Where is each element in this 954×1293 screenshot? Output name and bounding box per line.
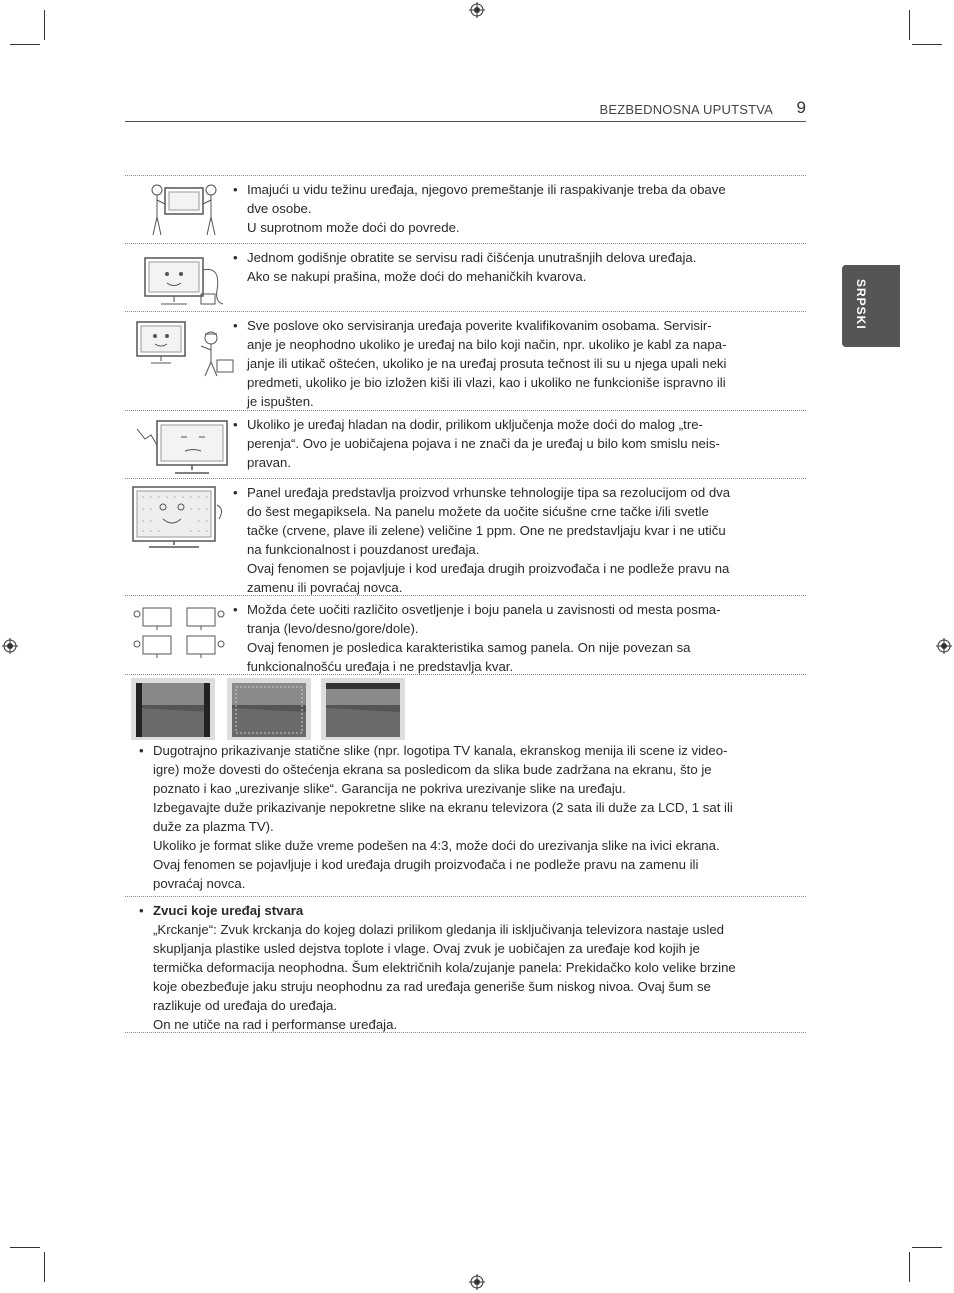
- image-retention-text: • Dugotrajno prikazivanje statične slike (npr. logotipa TV kanala, ekranskog menija ili scene iz video- igre) može dovesti do oštećenja ekrana sa posledicom da slika bude zadržana na ekranu, što je poznato i kao „urezivanje slike“. Garancija ne pokriva urezivanje slike na uređaju. Izbegavajte duže prikazivanje nepokretne slike na ekranu televizora (2 sata ili duže za LCD, 1 sat ili duže za plazma TV). Ukoliko je format slike duže vreme podešen na 4:3, može doći do urezivanja slike na ivici ekrana. Ovaj fenomen se pojavljuje i kod uređaja drugih proizvođača i ne podleže pravu na zamenu ili povraćaj novca.: [139, 743, 733, 891]
- crop-mark: [912, 44, 942, 45]
- image-retention-text-block: [125, 741, 806, 891]
- image-retention-thumbnail: [321, 678, 405, 740]
- tv-panel-pixels-illustration: [129, 483, 239, 558]
- sounds-heading: Zvuci koje uređaj stvara: [153, 903, 304, 918]
- safety-item: [125, 478, 806, 595]
- service-technician-illustration: [129, 316, 239, 387]
- registration-mark-icon: [469, 2, 485, 18]
- registration-mark-icon: [936, 638, 952, 654]
- safety-item-text: • Jednom godišnje obratite se servisu radi čišćenja unutrašnjih delova uređaja. Ako se nakupi prašina, može doći do mehaničkih kvarova.: [233, 250, 697, 284]
- safety-item-text: • Ukoliko je uređaj hladan na dodir, prilikom uključenja može doći do malog „tre- perenja“. Ovo je uobičajena pojava i ne znači da je uređaj u bilo kom smislu neis- pravan.: [233, 417, 720, 470]
- safety-item: [125, 175, 806, 243]
- crop-mark: [44, 10, 45, 40]
- safety-item-text: • Sve poslove oko servisiranja uređaja poverite kvalifikovanim osobama. Servisir- anje je neophodno ukoliko je uređaj na bilo koji način, npr. ukoliko je kabl za napa- janje ili utikač oštećen, ukoliko je na uređaj prosuta tečnost ili su u njega upali neki predmeti, ukoliko je bio izložen kiši ili vlazi, kao i ukoliko ne funkcioniše ispravno ili je ispušten.: [233, 318, 727, 409]
- sounds-text: • Zvuci koje uređaj stvara „Krckanje“: Zvuk krckanja do kojeg dolazi prilikom gledanja ili isključivanja televizora nastaje usled skupljanja plastike usled dejstva toplote i vlage. Ovaj zvuk je uobičajen za uređaje kod kojih je termička deformacija neophodna. Šum električnih kola/zujanje panela: Prekidačko kolo velike brzine koje obezbeđuje jaku struju neophodnu za rad uređaja generiše šum niskog nivoa. Ovaj šum se razlikuje od uređaja do uređaja. On ne utiče na rad i performanse uređaja.: [153, 901, 793, 1034]
- viewing-angle-illustration: [129, 600, 239, 669]
- section-title: BEZBEDNOSNA UPUTSTVA: [599, 102, 773, 117]
- safety-item-text: • Možda ćete uočiti različito osvetljenje i boju panela u zavisnosti od mesta posma- tranja (levo/desno/gore/dole). Ovaj fenomen je posledica karakteristika samog panela. On nije povezan sa funkcionalnošću uređaja i ne predstavlja kvar.: [233, 602, 721, 674]
- image-retention-illustrations: [125, 676, 425, 742]
- two-people-carrying-tv-illustration: [129, 180, 239, 247]
- page-number: 9: [796, 98, 806, 117]
- tv-shivering-illustration: [129, 415, 239, 482]
- language-tab: [842, 265, 900, 347]
- section-divider: [125, 1032, 806, 1033]
- language-tab-label: SRPSKI: [854, 279, 868, 330]
- crop-mark: [909, 1252, 910, 1282]
- crop-mark: [44, 1252, 45, 1282]
- safety-item: [125, 243, 806, 311]
- crop-mark: [10, 44, 40, 45]
- registration-mark-icon: [469, 1274, 485, 1290]
- registration-mark-icon: [2, 638, 18, 654]
- page-header: [125, 97, 806, 122]
- image-retention-thumbnail: [131, 678, 215, 740]
- safety-item: [125, 311, 806, 410]
- safety-item: [125, 410, 806, 478]
- crop-mark: [909, 10, 910, 40]
- safety-item-text: • Panel uređaja predstavlja proizvod vrhunske tehnologije tipa sa rezolucijom od dva do šest megapiksela. Na panelu možete da uočite sićušne crne tačke i/ili svetle tačke (crvene, plave ili zelene) veličine 1 ppm. One ne predstavljaju kvar i ne utiču na funkcionalnost i pouzdanost uređaja. Ovaj fenomen se pojavljuje i kod uređaja drugih proizvođača i ne podleže pravu na zamenu ili povraćaj novca.: [233, 485, 731, 595]
- safety-item: [125, 595, 806, 674]
- crop-mark: [10, 1247, 40, 1248]
- tv-cleaning-illustration: [129, 248, 239, 315]
- crop-mark: [912, 1247, 942, 1248]
- sounds-section: [125, 896, 806, 1032]
- image-retention-thumbnail: [227, 678, 311, 740]
- safety-item-text: • Imajući u vidu težinu uređaja, njegovo premeštanje ili raspakivanje treba da obave dve osobe. U suprotnom može doći do povrede.: [233, 182, 726, 235]
